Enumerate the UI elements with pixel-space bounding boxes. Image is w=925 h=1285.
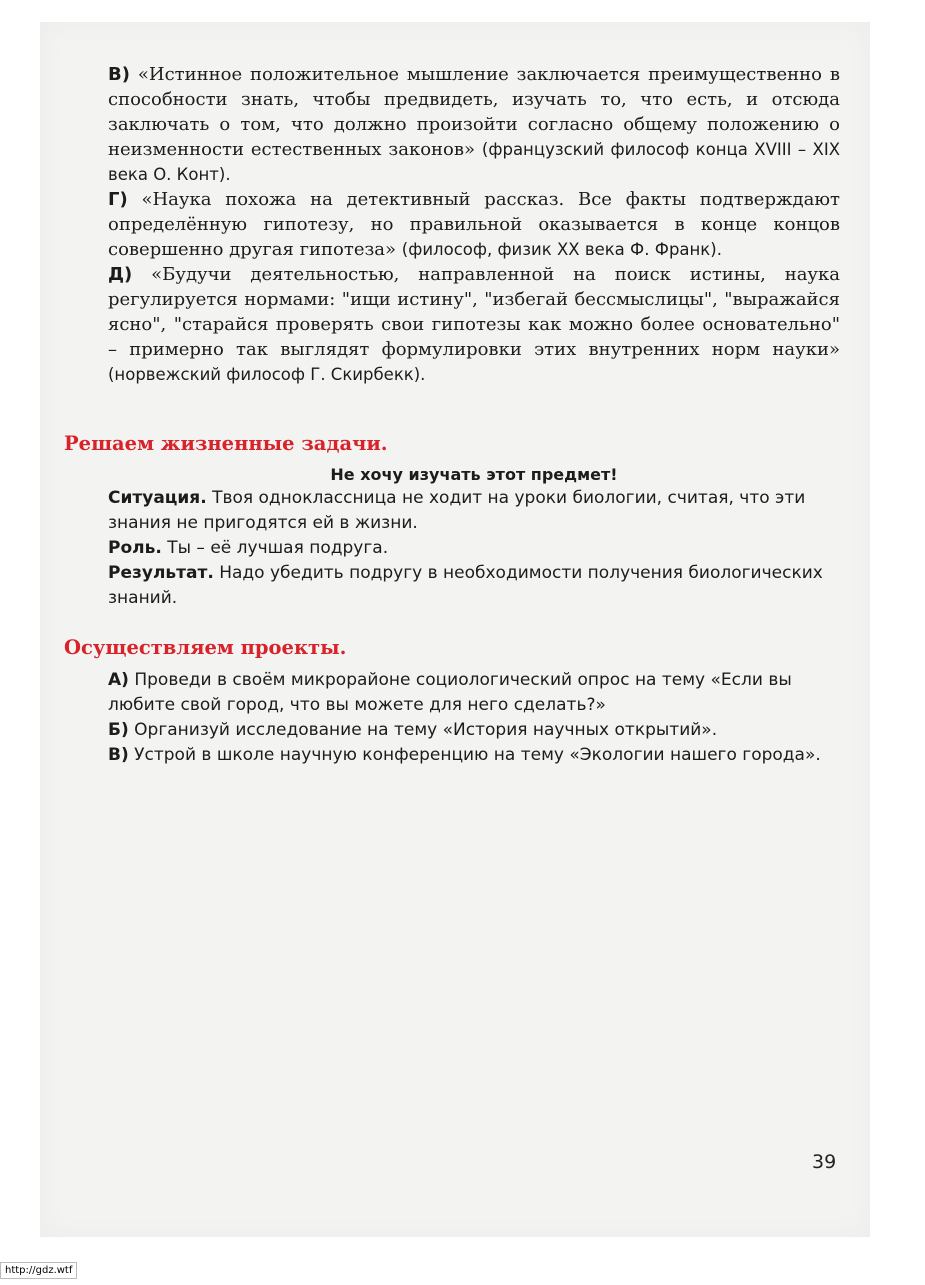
quote-text: «Истинное положительное мышление заключается преимущественно в способности знать, чтобы предвидеть, изучать то, что есть, и отсюда заключать о том, что должно произойти согласно общему положению о неизменности естественных законов» <box>108 64 840 160</box>
project-item-v <box>108 743 840 768</box>
result-text: Надо убедить подругу в необходимости получения биологических знаний. <box>108 563 823 608</box>
page-number: 39 <box>812 1151 837 1173</box>
quote-v <box>108 62 840 187</box>
quotes-block <box>108 62 840 387</box>
projects-block <box>108 668 840 768</box>
role-paragraph <box>108 536 840 561</box>
situation-text: Твоя одноклассница не ходит на уроки биологии, считая, что эти знания не пригодятся ей в жизни. <box>108 488 806 533</box>
role-text: Ты – её лучшая подруга. <box>167 538 389 558</box>
quote-text: «Наука похожа на детективный рассказ. Все факты подтверждают определённую гипотезу, но правильной оказывается в конце концов совершенно другая гипотеза» <box>108 189 840 260</box>
project-label: Б) <box>108 720 129 740</box>
section-heading-tasks: Решаем жизненные задачи. <box>64 432 388 455</box>
situation-label: Ситуация. <box>108 488 207 508</box>
project-label: А) <box>108 670 129 690</box>
result-paragraph <box>108 561 840 611</box>
quote-source: (французский философ конца XVIII – XIX века О. Конт). <box>108 140 840 184</box>
quote-source: (норвежский философ Г. Скирбекк). <box>108 365 426 384</box>
section-heading-projects: Осуществляем проекты. <box>64 636 347 659</box>
project-text: Устрой в школе научную конференцию на тему «Экологии нашего города». <box>134 745 821 765</box>
quote-label: В) <box>108 64 130 85</box>
result-label: Результат. <box>108 563 214 583</box>
quote-source: (философ, физик XX века Ф. Франк). <box>401 240 722 259</box>
quote-d <box>108 262 840 387</box>
quote-label: Г) <box>108 189 128 210</box>
tasks-block <box>108 465 840 611</box>
task-title: Не хочу изучать этот предмет! <box>330 465 618 484</box>
quote-text: «Будучи деятельностью, направленной на поиск истины, наука регулируется нормами: "ищи истину", "избегай бессмыслицы", "выражайся ясно", "старайся проверять свои гипотезы как можно более основательно" – примерно так выглядят формулировки этих внутренних норм науки» <box>108 264 841 360</box>
project-text: Проведи в своём микрорайоне социологический опрос на тему «Если вы любите свой город, что вы можете для него сделать?» <box>108 670 792 715</box>
quote-label: Д) <box>108 264 133 285</box>
project-item-b <box>108 718 840 743</box>
role-label: Роль. <box>108 538 162 558</box>
quote-g <box>108 187 840 262</box>
project-item-a <box>108 668 840 718</box>
project-text: Организуй исследование на тему «История научных открытий». <box>134 720 718 740</box>
project-label: В) <box>108 745 129 765</box>
watermark-link[interactable]: http://gdz.wtf <box>0 1262 77 1279</box>
situation-paragraph <box>108 486 840 536</box>
